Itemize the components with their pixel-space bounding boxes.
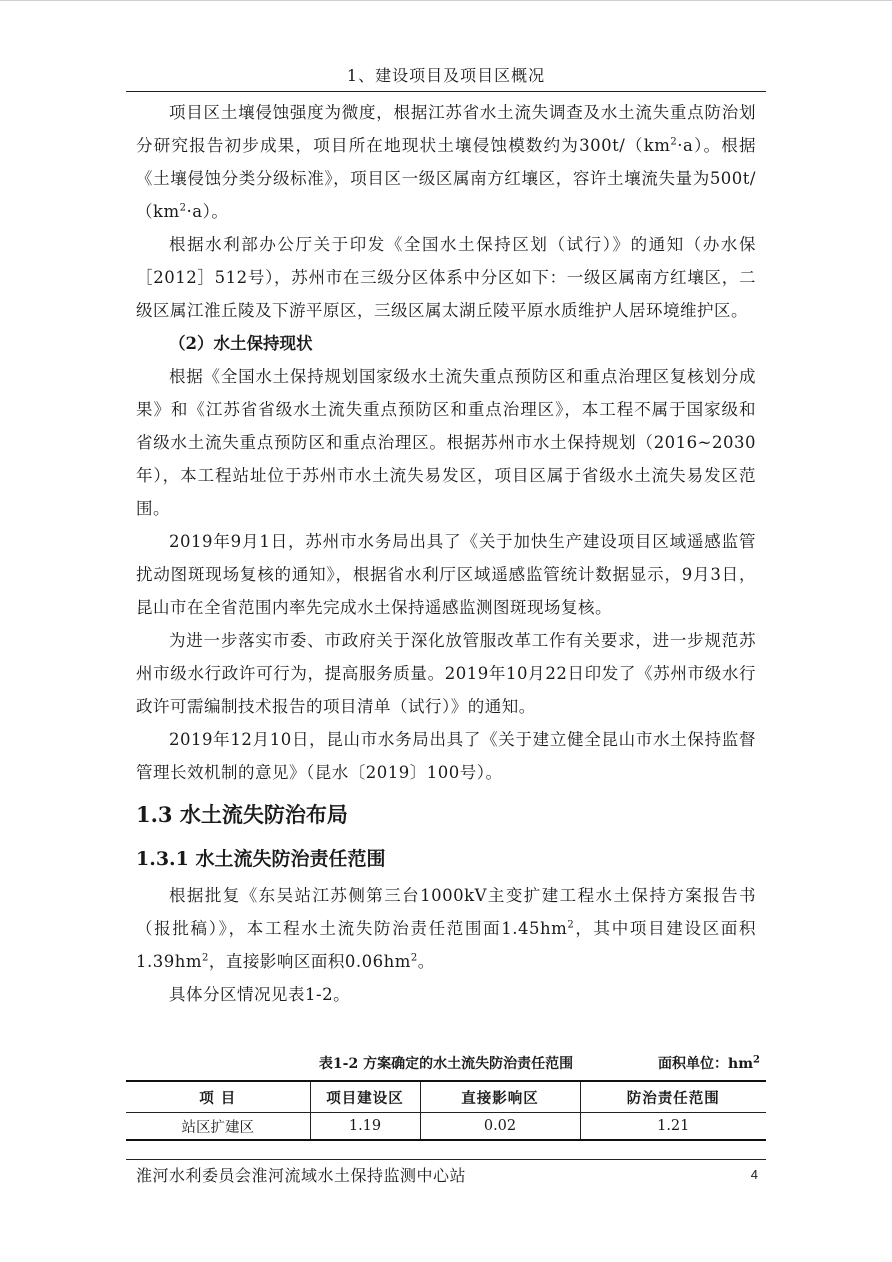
superscript: 2 — [202, 952, 209, 964]
responsibility-scope-table — [126, 1080, 766, 1141]
superscript: 2 — [179, 202, 187, 214]
paragraph-remote-sensing: 2019年9月1日，苏州市水务局出具了《关于加快生产建设项目区域遥感监管扰动图斑现场复核的通知》，根据省水利厅区域遥感监管统计数据显示，9月3日，昆山市在全省范围内率先完成水土保持遥感监测图斑现场复核。 — [136, 532, 756, 617]
table-cell: 1.21 — [580, 1113, 766, 1141]
scope-text-4: 。 — [417, 952, 435, 971]
table-cell: 站区扩建区 — [126, 1113, 310, 1141]
paragraph-kunshan-opinion: 2019年12月10日，昆山市水务局出具了《关于建立健全昆山市水土保持监督管理长效机制的意见》（昆水〔2019〕100号）。 — [136, 730, 756, 782]
table-caption-title: 表1-2 方案确定的水土流失防治责任范围 — [318, 1056, 574, 1072]
table-header-cell: 防治责任范围 — [580, 1081, 766, 1113]
table-header-cell: 项目建设区 — [310, 1081, 420, 1113]
body-content — [136, 96, 756, 1011]
table-cell: 0.02 — [420, 1113, 580, 1141]
paragraph-erosion — [136, 96, 756, 228]
section-heading-1-3: 1.3 水土流失防治布局 — [136, 802, 348, 827]
page-number: 4 — [750, 1167, 758, 1182]
paragraph-national-plan: 根据《全国水土保持规划国家级水土流失重点预防区和重点治理区复核划分成果》和《江苏省省级水土流失重点预防区和重点治理区》，本工程不属于国家级和省级水土流失重点预防区和重点治理区。根据苏州市水土保持规划（2016~2030年），本工程站址位于苏州市水土流失易发区，项目区属于省级水土流失易发区范围。 — [136, 367, 756, 518]
header-rule — [126, 91, 766, 92]
paragraph-erosion-text-2: ·a）。根据《土壤侵蚀分类分级标准》，项目区一级区属南方红壤区，容许土壤流失量为500t/（km — [136, 136, 756, 221]
footer-rule — [126, 1159, 766, 1160]
table-header-cell: 项 目 — [126, 1081, 310, 1113]
superscript: 2 — [670, 136, 678, 148]
table-unit-text: 面积单位：hm — [658, 1056, 754, 1072]
superscript: 2 — [567, 919, 575, 931]
section-heading-1-3-1: 1.3.1 水土流失防治责任范围 — [136, 848, 386, 870]
superscript: 2 — [753, 1054, 760, 1066]
paragraph-erosion-text-1: 项目区土壤侵蚀强度为微度，根据江苏省水土流失调查及水土流失重点防治划分研究报告初步成果，项目所在地现状土壤侵蚀模数约为300t/（km — [136, 103, 756, 155]
scope-text-1: 根据批复《东吴站江苏侧第三台1000kV主变扩建工程水土保持方案报告书（报批稿）》，本工程水土流失防治责任范围面1.45hm — [136, 886, 756, 938]
superscript: 2 — [410, 952, 418, 964]
table-cell: 1.19 — [310, 1113, 420, 1141]
paragraph-administrative-licensing: 为进一步落实市委、市政府关于深化放管服改革工作有关要求，进一步规范苏州市级水行政许可行为，提高服务质量。2019年10月22日印发了《苏州市级水行政许可需编制技术报告的项目清单（试行）》的通知。 — [136, 631, 756, 716]
scope-text-2: ，其中项目建设区面积1.39hm — [136, 919, 756, 971]
page-top-edge — [0, 0, 892, 1]
paragraph-zoning: 根据水利部办公厅关于印发《全国水土保持区划（试行）》的通知（办水保［2012］512号），苏州市在三级分区体系中分区如下：一级区属南方红壤区，二级区属江淮丘陵及下游平原区，三级区属太湖丘陵平原水质维护人居环境维护区。 — [136, 235, 756, 320]
table-caption — [126, 1053, 766, 1075]
table-row — [126, 1113, 766, 1141]
subheading-soil-conservation-status: （2）水土保持现状 — [169, 334, 313, 353]
footer-organization: 淮河水利委员会淮河流域水土保持监测中心站 — [136, 1166, 467, 1185]
paragraph-table-reference: 具体分区情况见表1-2。 — [169, 985, 351, 1004]
scope-text-3: ，直接影响区面积0.06hm — [208, 952, 411, 971]
table-header-row — [126, 1081, 766, 1113]
running-header: 1、建设项目及项目区概况 — [346, 66, 546, 85]
table-header-cell: 直接影响区 — [420, 1081, 580, 1113]
paragraph-responsibility-scope — [136, 879, 756, 978]
table-unit-label — [658, 1053, 760, 1075]
paragraph-erosion-text-3: ·a）。 — [186, 202, 229, 221]
